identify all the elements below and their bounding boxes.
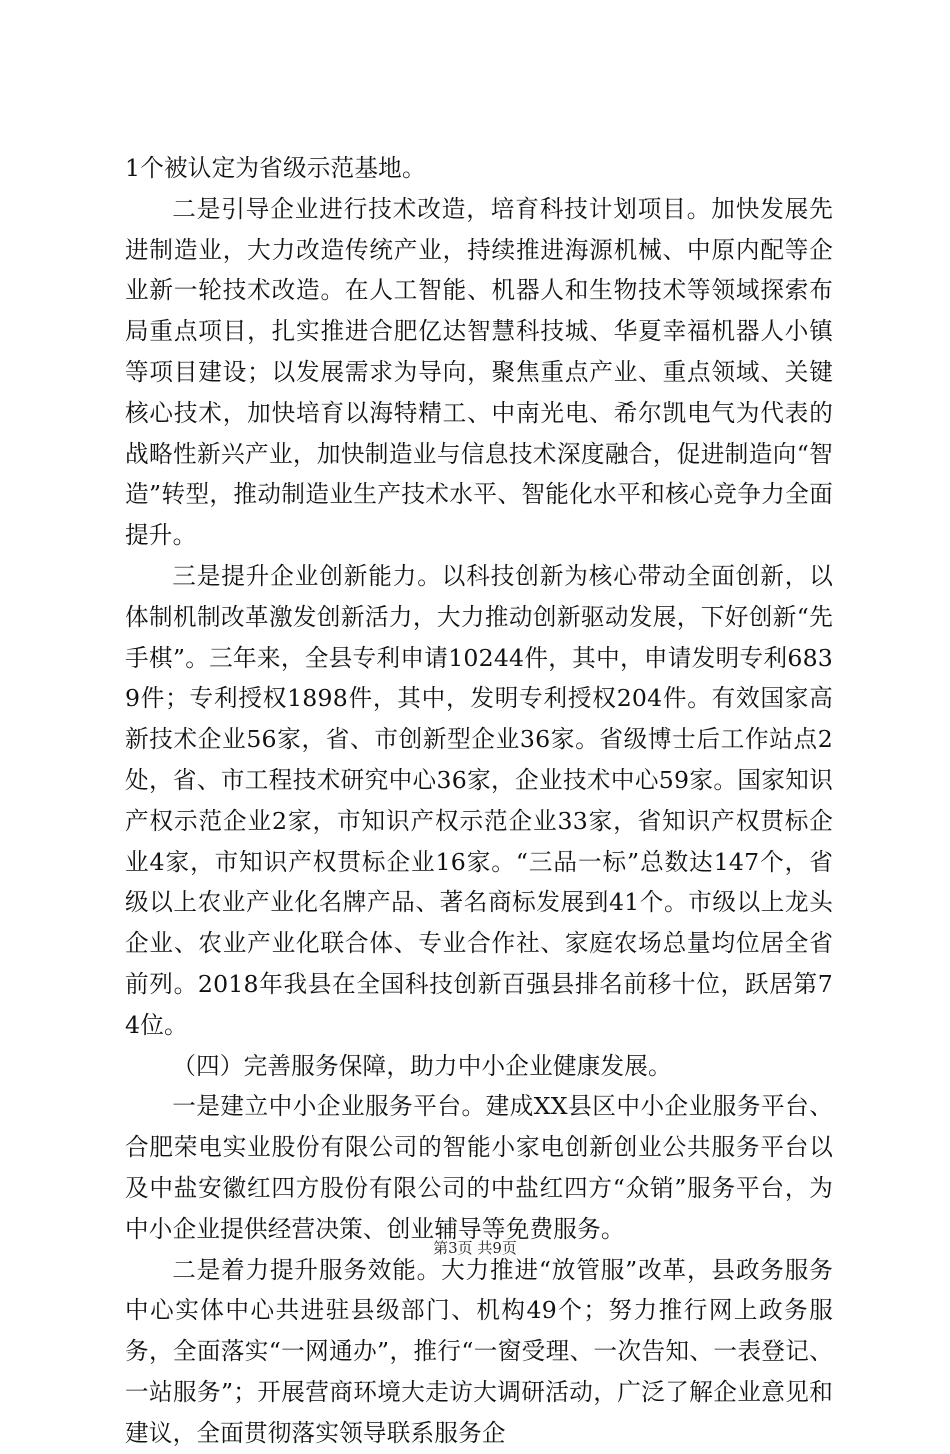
paragraph-3: 三是提升企业创新能力。以科技创新为核心带动全面创新，以体制机制改革激发创新活力，大力推动创新驱动发展，下好创新“先手棋”。三年来，全县专利申请10244件，其中，申请发明专利6839件；专利授权1898件，其中，发明专利授权204件。有效国家高新技术企业56家，省、市创新型企业36家。省级博士后工作站点2处，省、市工程技术研究中心36家，企业技术中心59家。国家知识产权示范企业2家，市知识产权示范企业33家，省知识产权贯标企业4家，市知识产权贯标企业16家。“三品一标”总数达147个，省级以上农业产业化名牌产品、著名商标发展到41个。市级以上龙头企业、农业产业化联合体、专业合作社、家庭农场总量均位居全省前列。2018年我县在全国科技创新百强县排名前移十位，跃居第74位。	[125, 561, 833, 1039]
paragraph-4: 一是建立中小企业服务平台。建成XX县区中小企业服务平台、合肥荣电实业股份有限公司的智能小家电创新创业公共服务平台以及中盐安徽红四方股份有限公司的中盐红四方“众销”服务平台，为中小企业提供经营决策、创业辅导等免费服务。	[125, 1092, 833, 1243]
paragraph-2: 二是引导企业进行技术改造，培育科技计划项目。加快发展先进制造业，大力改造传统产业，持续推进海源机械、中原内配等企业新一轮技术改造。在人工智能、机器人和生物技术等领域探索布局重点项目，扎实推进合肥亿达智慧科技城、华夏幸福机器人小镇等项目建设；以发展需求为导向，聚焦重点产业、重点领域、关键核心技术，加快培育以海特精工、中南光电、希尔凯电气为代表的战略性新兴产业，加快制造业与信息技术深度融合，促进制造向“智造”转型，推动制造业生产技术水平、智能化水平和核心竞争力全面提升。	[125, 194, 833, 550]
paragraph-5: 二是着力提升服务效能。大力推进“放管服”改革，县政务服务中心实体中心共进驻县级部门、机构49个；努力推行网上政务服务，全面落实“一网通办”，推行“一窗受理、一次告知、一表登记、一站服务”；开展营商环境大走访大调研活动，广泛了解企业意见和建议，全面贯彻落实领导联系服务企	[125, 1255, 833, 1447]
section-heading: （四）完善服务保障，助力中小企业健康发展。	[172, 1051, 672, 1080]
page-footer: 第3页 共9页	[433, 1239, 517, 1257]
paragraph-1: 1个被认定为省级示范基地。	[125, 154, 426, 182]
